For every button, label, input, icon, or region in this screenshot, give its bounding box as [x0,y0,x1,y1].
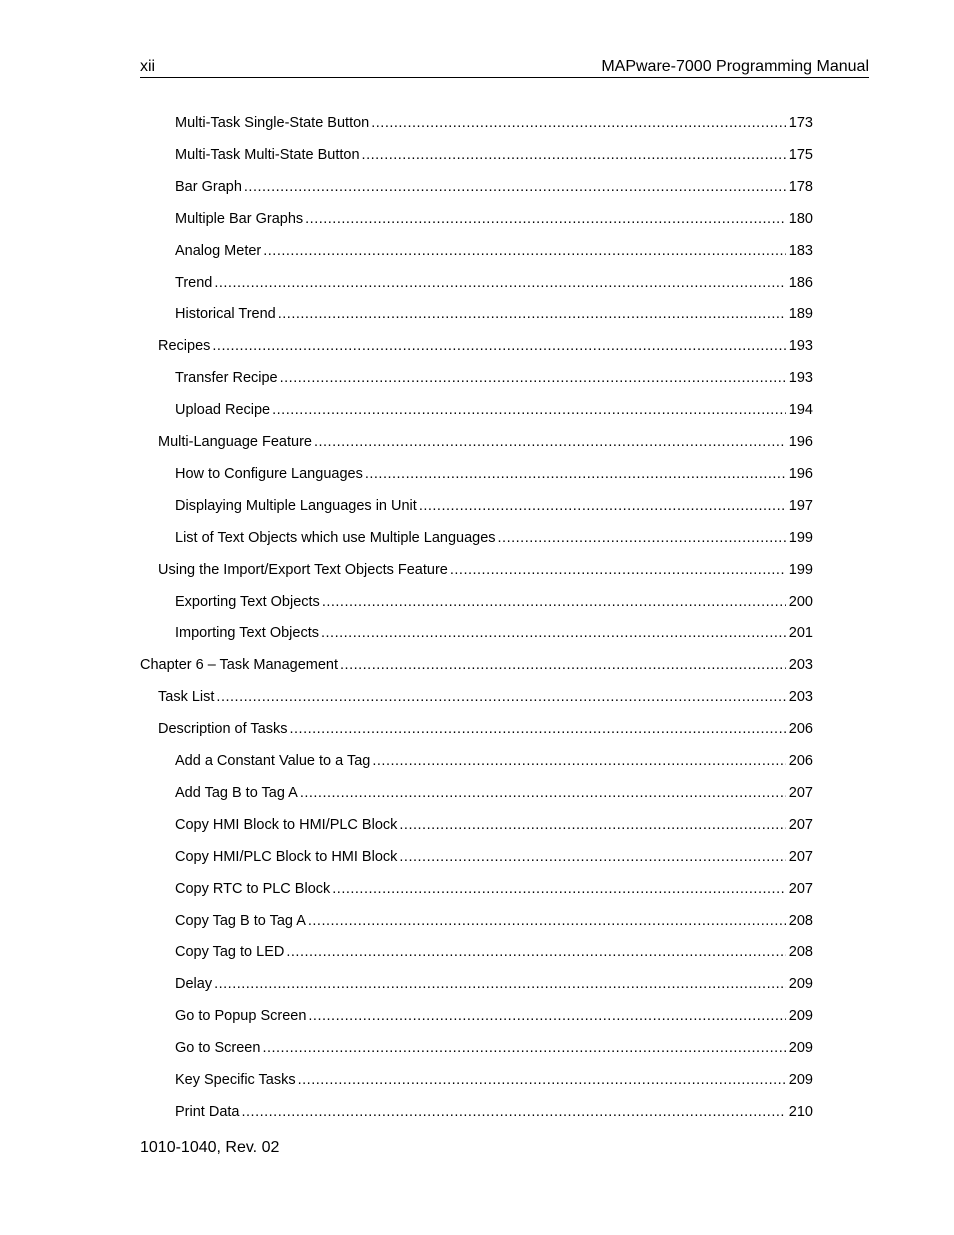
toc-entry-title: Copy HMI Block to HMI/PLC Block [175,816,398,833]
toc-dot-leader [214,273,785,293]
toc-entry[interactable] [175,209,813,229]
toc-entry[interactable] [175,400,813,420]
toc-dot-leader [308,1006,785,1026]
toc-entry-title: How to Configure Languages [175,465,363,482]
toc-dot-leader [362,145,786,165]
toc-entry-title: Copy Tag B to Tag A [175,912,306,929]
toc-dot-leader [262,1038,785,1058]
toc-dot-leader [305,209,786,229]
toc-entry-page-number: 193 [786,336,813,356]
toc-entry-title: Add Tag B to Tag A [175,784,298,801]
toc-entry[interactable] [175,1006,813,1026]
toc-entry[interactable] [175,815,813,835]
toc-entry-title: Multiple Bar Graphs [175,210,304,227]
toc-entry-page-number: 200 [786,592,813,612]
toc-entry-title: Copy HMI/PLC Block to HMI Block [175,848,398,865]
toc-entry-title: Delay [175,976,213,993]
toc-entry[interactable] [175,974,813,994]
toc-entry-title: Displaying Multiple Languages in Unit [175,497,417,514]
toc-entry-page-number: 194 [786,400,813,420]
toc-entry-page-number: 207 [786,815,813,835]
toc-entry[interactable] [175,942,813,962]
toc-entry-page-number: 197 [786,496,813,516]
toc-dot-leader [365,464,786,484]
toc-entry-title: Exporting Text Objects [175,593,320,610]
toc-dot-leader [450,560,786,580]
toc-entry-page-number: 209 [786,1038,813,1058]
toc-dot-leader [340,655,786,675]
toc-entry-page-number: 210 [786,1102,813,1122]
toc-dot-leader [214,974,786,994]
toc-entry-page-number: 203 [786,687,813,707]
toc-entry-page-number: 199 [786,528,813,548]
toc-entry-page-number: 207 [786,847,813,867]
toc-dot-leader [244,177,786,197]
toc-entry[interactable] [175,783,813,803]
toc-entry[interactable] [175,241,813,261]
toc-entry-page-number: 180 [786,209,813,229]
toc-entry-title: Key Specific Tasks [175,1072,296,1088]
toc-entry-title: Trend [175,274,213,291]
header-manual-title: MAPware-7000 Programming Manual [601,58,869,75]
toc-entry-page-number: 206 [786,719,813,739]
toc-dot-leader [272,400,786,420]
toc-entry-page-number: 189 [786,304,813,324]
toc-entry-title: Multi-Task Multi-State Button [175,146,360,163]
page-header [140,56,869,78]
toc-entry[interactable] [175,113,813,133]
toc-entry[interactable] [158,432,813,452]
toc-entry[interactable] [175,751,813,771]
toc-entry[interactable] [175,592,813,612]
toc-dot-leader [300,783,786,803]
toc-dot-leader [399,847,785,867]
toc-entry-title: Copy Tag to LED [175,944,285,961]
toc-entry-title: Historical Trend [175,306,276,323]
toc-entry-page-number: 208 [786,942,813,962]
toc-entry[interactable] [175,1070,813,1090]
toc-entry[interactable] [140,655,813,675]
toc-dot-leader [280,368,786,388]
toc-entry-page-number: 209 [786,974,813,994]
toc-dot-leader [498,528,786,548]
toc-entry[interactable] [158,336,813,356]
toc-entry-title: Description of Tasks [158,721,288,738]
toc-dot-leader [372,751,785,771]
toc-entry-page-number: 178 [786,177,813,197]
toc-entry-page-number: 196 [786,432,813,452]
toc-entry-page-number: 183 [786,241,813,261]
toc-entry-title: Go to Screen [175,1040,261,1057]
toc-entry[interactable] [175,1102,813,1122]
toc-entry[interactable] [175,847,813,867]
toc-dot-leader [332,879,786,899]
toc-entry-title: Print Data [175,1103,240,1120]
toc-entry-page-number: 208 [786,911,813,931]
toc-entry-page-number: 209 [786,1070,813,1090]
toc-entry-title: Add a Constant Value to a Tag [175,753,371,769]
toc-dot-leader [371,113,786,133]
toc-dot-leader [241,1102,785,1122]
toc-entry-page-number: 207 [786,879,813,899]
toc-dot-leader [286,942,785,962]
toc-entry-page-number: 203 [786,655,813,675]
toc-entry-page-number: 209 [786,1006,813,1026]
toc-entry[interactable] [175,368,813,388]
toc-entry-page-number: 201 [786,623,813,643]
toc-entry[interactable] [175,496,813,516]
toc-entry-page-number: 199 [786,560,813,580]
toc-entry-title: List of Text Objects which use Multiple Languages [175,529,496,546]
toc-entry-title: Transfer Recipe [175,370,278,387]
toc-entry-title: Go to Popup Screen [175,1008,307,1025]
toc-dot-leader [322,592,786,612]
toc-entry-title: Chapter 6 – Task Management [140,657,339,674]
toc-entry[interactable] [175,464,813,484]
header-page-number: xii [140,58,156,75]
toc-dot-leader [419,496,786,516]
toc-entry-title: Upload Recipe [175,402,271,419]
toc-entry-page-number: 186 [786,273,813,293]
toc-entry[interactable] [175,145,813,165]
toc-entry[interactable] [175,879,813,899]
toc-dot-leader [308,911,786,931]
toc-entry-page-number: 207 [786,783,813,803]
toc-entry-title: Analog Meter [175,242,262,259]
toc-entry-page-number: 206 [786,751,813,771]
toc-dot-leader [321,623,786,643]
toc-entry[interactable] [175,1038,813,1058]
toc-entry-title: Bar Graph [175,178,242,195]
page-footer: 1010-1040, Rev. 02 [140,1139,280,1156]
toc-entry[interactable] [175,304,813,324]
toc-entry-title: Using the Import/Export Text Objects Feature [158,561,448,578]
toc-entry-title: Copy RTC to PLC Block [175,880,331,897]
toc-entry-page-number: 193 [786,368,813,388]
toc-entry-title: Recipes [158,338,211,355]
toc-entry[interactable] [175,273,813,293]
toc-entry[interactable] [175,623,813,643]
toc-dot-leader [289,719,785,739]
toc-entry[interactable] [158,719,813,739]
toc-entry-title: Multi-Language Feature [158,434,312,450]
toc-entry-page-number: 196 [786,464,813,484]
toc-entry[interactable] [175,177,813,197]
toc-entry[interactable] [175,911,813,931]
toc-entry-title: Importing Text Objects [175,625,319,642]
toc-entry[interactable] [158,560,813,580]
toc-dot-leader [278,304,786,324]
toc-entry-page-number: 173 [786,113,813,133]
toc-entry[interactable] [158,687,813,707]
toc-dot-leader [212,336,785,356]
toc-dot-leader [263,241,786,261]
toc-dot-leader [298,1070,786,1090]
toc-entry-page-number: 175 [786,145,813,165]
toc-entry-title: Multi-Task Single-State Button [175,115,370,131]
toc-dot-leader [216,687,785,707]
toc-entry-title: Task List [158,689,215,706]
toc-entry[interactable] [175,528,813,548]
toc-dot-leader [399,815,785,835]
toc-dot-leader [314,432,786,452]
